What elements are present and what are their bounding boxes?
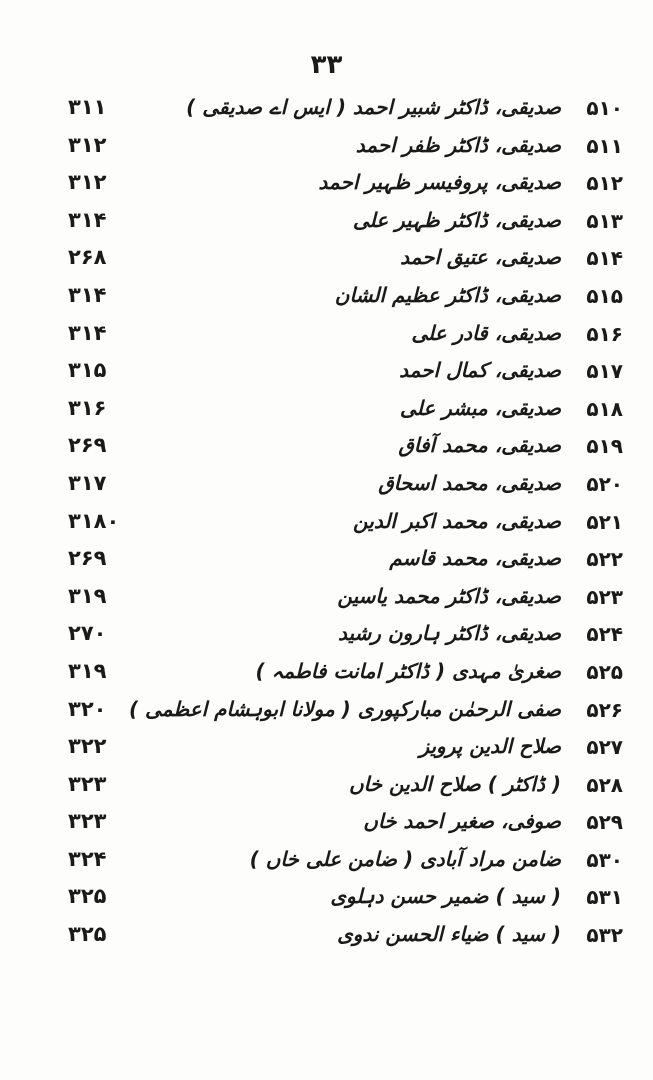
entry-page-ref: ۳۲۵: [68, 922, 107, 947]
entry-name: صدیقی، محمد قاسم: [389, 546, 561, 571]
index-entry: [0, 205, 653, 243]
entry-name: ضامن مراد آبادی ( ضامن علی خاں ): [249, 846, 561, 871]
entry-name: صدیقی، ڈاکٹر ظہیر علی: [352, 207, 561, 232]
entry-name: صدیقی، ڈاکٹر شبیر احمد ( ایس اے صدیقی ): [186, 95, 561, 119]
index-entry: [0, 130, 653, 168]
index-entry: [0, 694, 653, 732]
entry-number: ۵۲۹: [586, 810, 623, 835]
entry-page-ref: ۳۱۴: [68, 320, 107, 345]
entry-name: ( سید ) ضمیر حسن دہلوی: [330, 884, 561, 909]
entry-page-ref: ۳۱۴: [68, 207, 107, 232]
entry-page-ref: ۳۲۲: [68, 734, 107, 759]
entry-name: ( ڈاکٹر ) صلاح الدین خاں: [348, 771, 561, 796]
entry-name: صدیقی، ڈاکٹر عظیم الشان: [334, 282, 561, 307]
entry-number: ۵۱۱: [586, 133, 623, 158]
index-entry: [0, 844, 653, 882]
index-entry: [0, 393, 653, 431]
entry-number: ۵۱۹: [586, 434, 623, 459]
entry-page-ref: ۳۲۴: [68, 846, 107, 871]
index-entry: [0, 806, 653, 844]
entry-page-ref: ۲۶۹: [68, 546, 107, 571]
index-entry: [0, 543, 653, 581]
entry-number: ۵۱۷: [586, 359, 623, 384]
entry-number: ۵۱۴: [586, 246, 623, 271]
entry-name: صدیقی، پروفیسر ظہیر احمد: [318, 170, 561, 195]
entry-page-ref: ۳۲۳: [68, 809, 107, 834]
entry-number: ۵۱۵: [586, 283, 623, 308]
entry-number: ۵۳۲: [586, 923, 623, 948]
index-entry: [0, 506, 653, 544]
entry-name: صدیقی، محمد اسحاق: [378, 470, 561, 495]
index-entry: [0, 430, 653, 468]
index-entry: [0, 355, 653, 393]
index-entry: [0, 618, 653, 656]
entry-number: ۵۲۲: [586, 547, 623, 572]
entry-page-ref: ۳۱۲: [68, 132, 107, 157]
index-entry: [0, 92, 653, 130]
index-entry: [0, 581, 653, 619]
entry-number: ۵۱۲: [586, 171, 623, 196]
index-entry: [0, 919, 653, 957]
index-entry: [0, 167, 653, 205]
index-list: [0, 92, 653, 957]
entry-page-ref: ۳۱۸۰: [68, 508, 120, 533]
entry-page-ref: ۲۷۰: [68, 621, 107, 646]
entry-name: صدیقی، مبشر علی: [399, 395, 561, 420]
entry-page-ref: ۳۲۵: [68, 884, 107, 909]
entry-name: صلاح الدین پرویز: [419, 734, 561, 759]
entry-number: ۵۲۳: [586, 584, 623, 609]
entry-number: ۵۲۰: [586, 471, 623, 496]
entry-page-ref: ۲۶۹: [68, 433, 107, 458]
entry-page-ref: ۳۱۹: [68, 658, 107, 683]
entry-name: صدیقی، کمال احمد: [399, 358, 561, 383]
entry-page-ref: ۳۲۰: [68, 696, 107, 721]
entry-name: صدیقی، قادر علی: [411, 320, 561, 345]
entry-page-ref: ۳۱۴: [68, 282, 107, 307]
entry-number: ۵۱۳: [586, 208, 623, 233]
entry-name: صغریٰ مہدی ( ڈاکٹر امانت فاطمہ ): [255, 658, 561, 683]
entry-number: ۵۲۱: [586, 509, 623, 534]
entry-number: ۵۱۸: [586, 396, 623, 421]
entry-name: صدیقی، ڈاکٹر ظفر احمد: [355, 132, 561, 157]
entry-number: ۵۲۸: [586, 772, 623, 797]
entry-number: ۵۲۵: [586, 659, 623, 684]
page-number: ۳۳: [310, 50, 343, 80]
entry-page-ref: ۳۱۷: [68, 470, 107, 495]
entry-page-ref: ۳۱۱: [68, 95, 107, 119]
entry-page-ref: ۲۶۸: [68, 245, 107, 270]
entry-number: ۵۱۰: [586, 96, 623, 120]
index-entry: [0, 731, 653, 769]
entry-page-ref: ۳۱۶: [68, 395, 107, 420]
entry-number: ۵۳۰: [586, 847, 623, 872]
entry-number: ۵۲۷: [586, 735, 623, 760]
index-entry: [0, 280, 653, 318]
entry-name: صدیقی، عتیق احمد: [400, 245, 561, 270]
entry-page-ref: ۳۱۲: [68, 170, 107, 195]
index-entry: [0, 468, 653, 506]
entry-name: صدیقی، ڈاکٹر ہارون رشید: [338, 621, 561, 646]
entry-name: صوفی، صغیر احمد خاں: [363, 809, 561, 834]
entry-page-ref: ۳۱۵: [68, 358, 107, 383]
index-entry: [0, 318, 653, 356]
index-entry: [0, 769, 653, 807]
index-entry: [0, 881, 653, 919]
entry-name: صدیقی، ڈاکٹر محمد یاسین: [337, 583, 561, 608]
entry-number: ۵۳۱: [586, 885, 623, 910]
index-entry: [0, 242, 653, 280]
entry-number: ۵۲۶: [586, 697, 623, 722]
entry-number: ۵۲۴: [586, 622, 623, 647]
entry-name: صدیقی، محمد آفاق: [398, 433, 561, 458]
index-entry: [0, 656, 653, 694]
entry-name: صدیقی، محمد اکبر الدین: [353, 508, 561, 533]
entry-name: صفی الرحمٰن مبارکپوری ( مولانا ابوہشام اعظمی ): [128, 696, 561, 721]
entry-name: ( سید ) ضیاء الحسن ندوی: [337, 922, 561, 947]
entry-page-ref: ۳۱۹: [68, 583, 107, 608]
entry-number: ۵۱۶: [586, 321, 623, 346]
entry-page-ref: ۳۲۳: [68, 771, 107, 796]
